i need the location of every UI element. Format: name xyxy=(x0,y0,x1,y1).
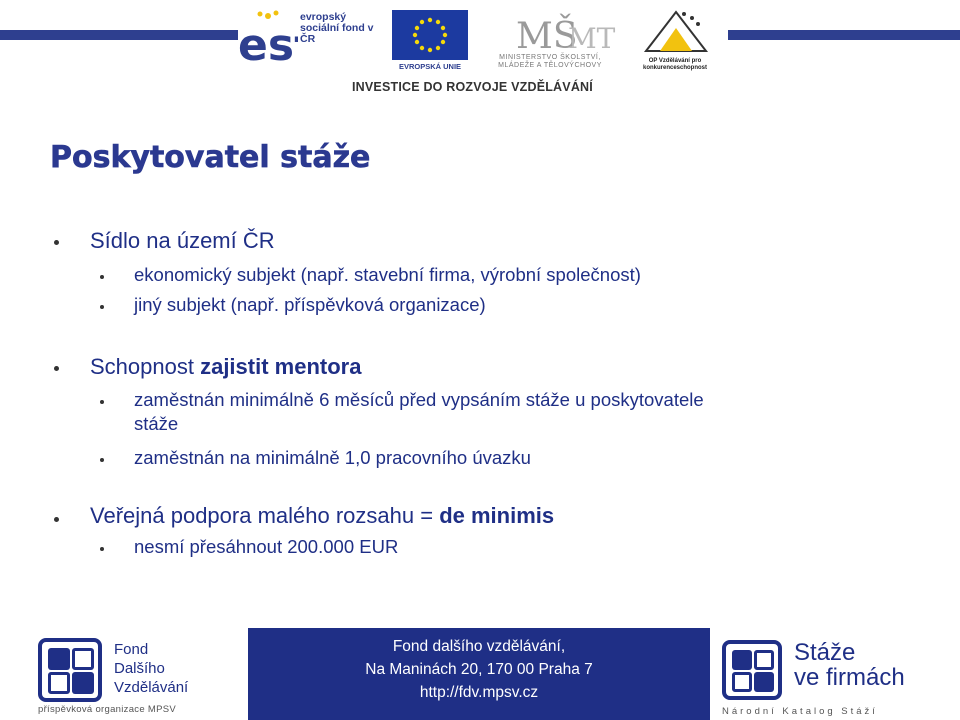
bullet-2-plain: Schopnost xyxy=(90,354,201,379)
header-stripe-left xyxy=(0,30,238,40)
esf-logo xyxy=(238,8,388,72)
bullet-2-text xyxy=(90,354,361,380)
bullet-3-sub-1: nesmí přesáhnout 200.000 EUR xyxy=(134,536,399,557)
footer-url-link[interactable]: http://fdv.mpsv.cz xyxy=(419,684,539,701)
bullet-3-plain: Veřejná podpora malého rozsahu = xyxy=(90,503,440,528)
bullet-2-sub-2: zaměstnán na minimálně 1,0 pracovního úvazku xyxy=(134,447,531,468)
op-logo xyxy=(626,6,724,72)
esf-mark-icon xyxy=(238,8,298,70)
sub-bullet-dot xyxy=(100,458,104,462)
fdv-word-2: Dalšího xyxy=(114,660,165,677)
page-title: Poskytovatel stáže xyxy=(50,140,371,175)
msmt-logo-text: MINISTERSTVO ŠKOLSTVÍ, MLÁDEŽE A TĚLOVÝCHOVY xyxy=(498,54,602,69)
fdv-logo xyxy=(38,638,248,720)
fdv-word-3: Vzdělávání xyxy=(114,679,189,696)
staze-logo-sub: Národní Katalog Stáží xyxy=(722,706,878,717)
bullet-dot xyxy=(54,517,59,522)
header-stripe-right xyxy=(728,30,960,40)
msmt-mark-icon xyxy=(480,10,620,54)
sub-bullet-dot xyxy=(100,275,104,279)
staze-logo-words xyxy=(794,640,905,690)
staze-word-2: ve firmách xyxy=(794,664,905,691)
esf-logo-text: evropský sociální fond v ČR xyxy=(300,11,374,45)
bullet-3-bold: de minimis xyxy=(439,503,555,528)
footer-contact-box xyxy=(248,628,710,720)
bullet-1-sub-1: ekonomický subjekt (např. stavební firma, výrobní společnost) xyxy=(134,264,641,285)
sub-bullet-dot xyxy=(100,305,104,309)
svg-text:MŠ: MŠ xyxy=(516,16,578,54)
msmt-logo xyxy=(480,10,620,72)
bullet-1-text: Sídlo na území ČR xyxy=(90,228,275,253)
bullet-1-sub-2: jiný subjekt (např. příspěvková organizace) xyxy=(134,294,486,315)
sub-bullet-dot xyxy=(100,400,104,404)
fdv-word-1: Fond xyxy=(114,641,149,658)
svg-text:MT: MT xyxy=(568,22,616,54)
fdv-mark-icon xyxy=(38,638,102,702)
eu-logo xyxy=(388,10,472,72)
op-mark-icon xyxy=(626,6,724,56)
eu-flag-icon xyxy=(392,10,468,60)
bullet-dot xyxy=(54,366,59,371)
eu-logo-text: EVROPSKÁ UNIE xyxy=(398,62,462,71)
fdv-logo-sub: příspěvková organizace MPSV xyxy=(38,704,176,715)
bullet-dot xyxy=(54,240,59,245)
bullet-2-sub-1: zaměstnán minimálně 6 měsíců před vypsáním stáže u poskytovatele xyxy=(134,389,704,410)
bullet-2-bold: zajistit mentora xyxy=(200,354,362,379)
svg-text:esf: es xyxy=(238,20,295,70)
investice-banner: INVESTICE DO ROZVOJE VZDĚLÁVÁNÍ xyxy=(352,80,593,94)
sub-bullet-dot xyxy=(100,547,104,551)
staze-word-1: Stáže xyxy=(794,639,856,666)
footer-line-2: Na Maninách 20, 170 00 Praha 7 xyxy=(365,661,593,678)
staze-logo xyxy=(722,638,960,720)
op-logo-text: OP Vzdělávání pro konkurenceschopnost xyxy=(642,58,707,71)
fdv-logo-words xyxy=(114,640,188,697)
bullet-2-sub-1-cont: stáže xyxy=(134,413,179,434)
staze-mark-icon xyxy=(722,640,782,700)
footer-line-1: Fond dalšího vzdělávání, xyxy=(392,638,566,655)
bullet-3-text xyxy=(90,503,554,529)
